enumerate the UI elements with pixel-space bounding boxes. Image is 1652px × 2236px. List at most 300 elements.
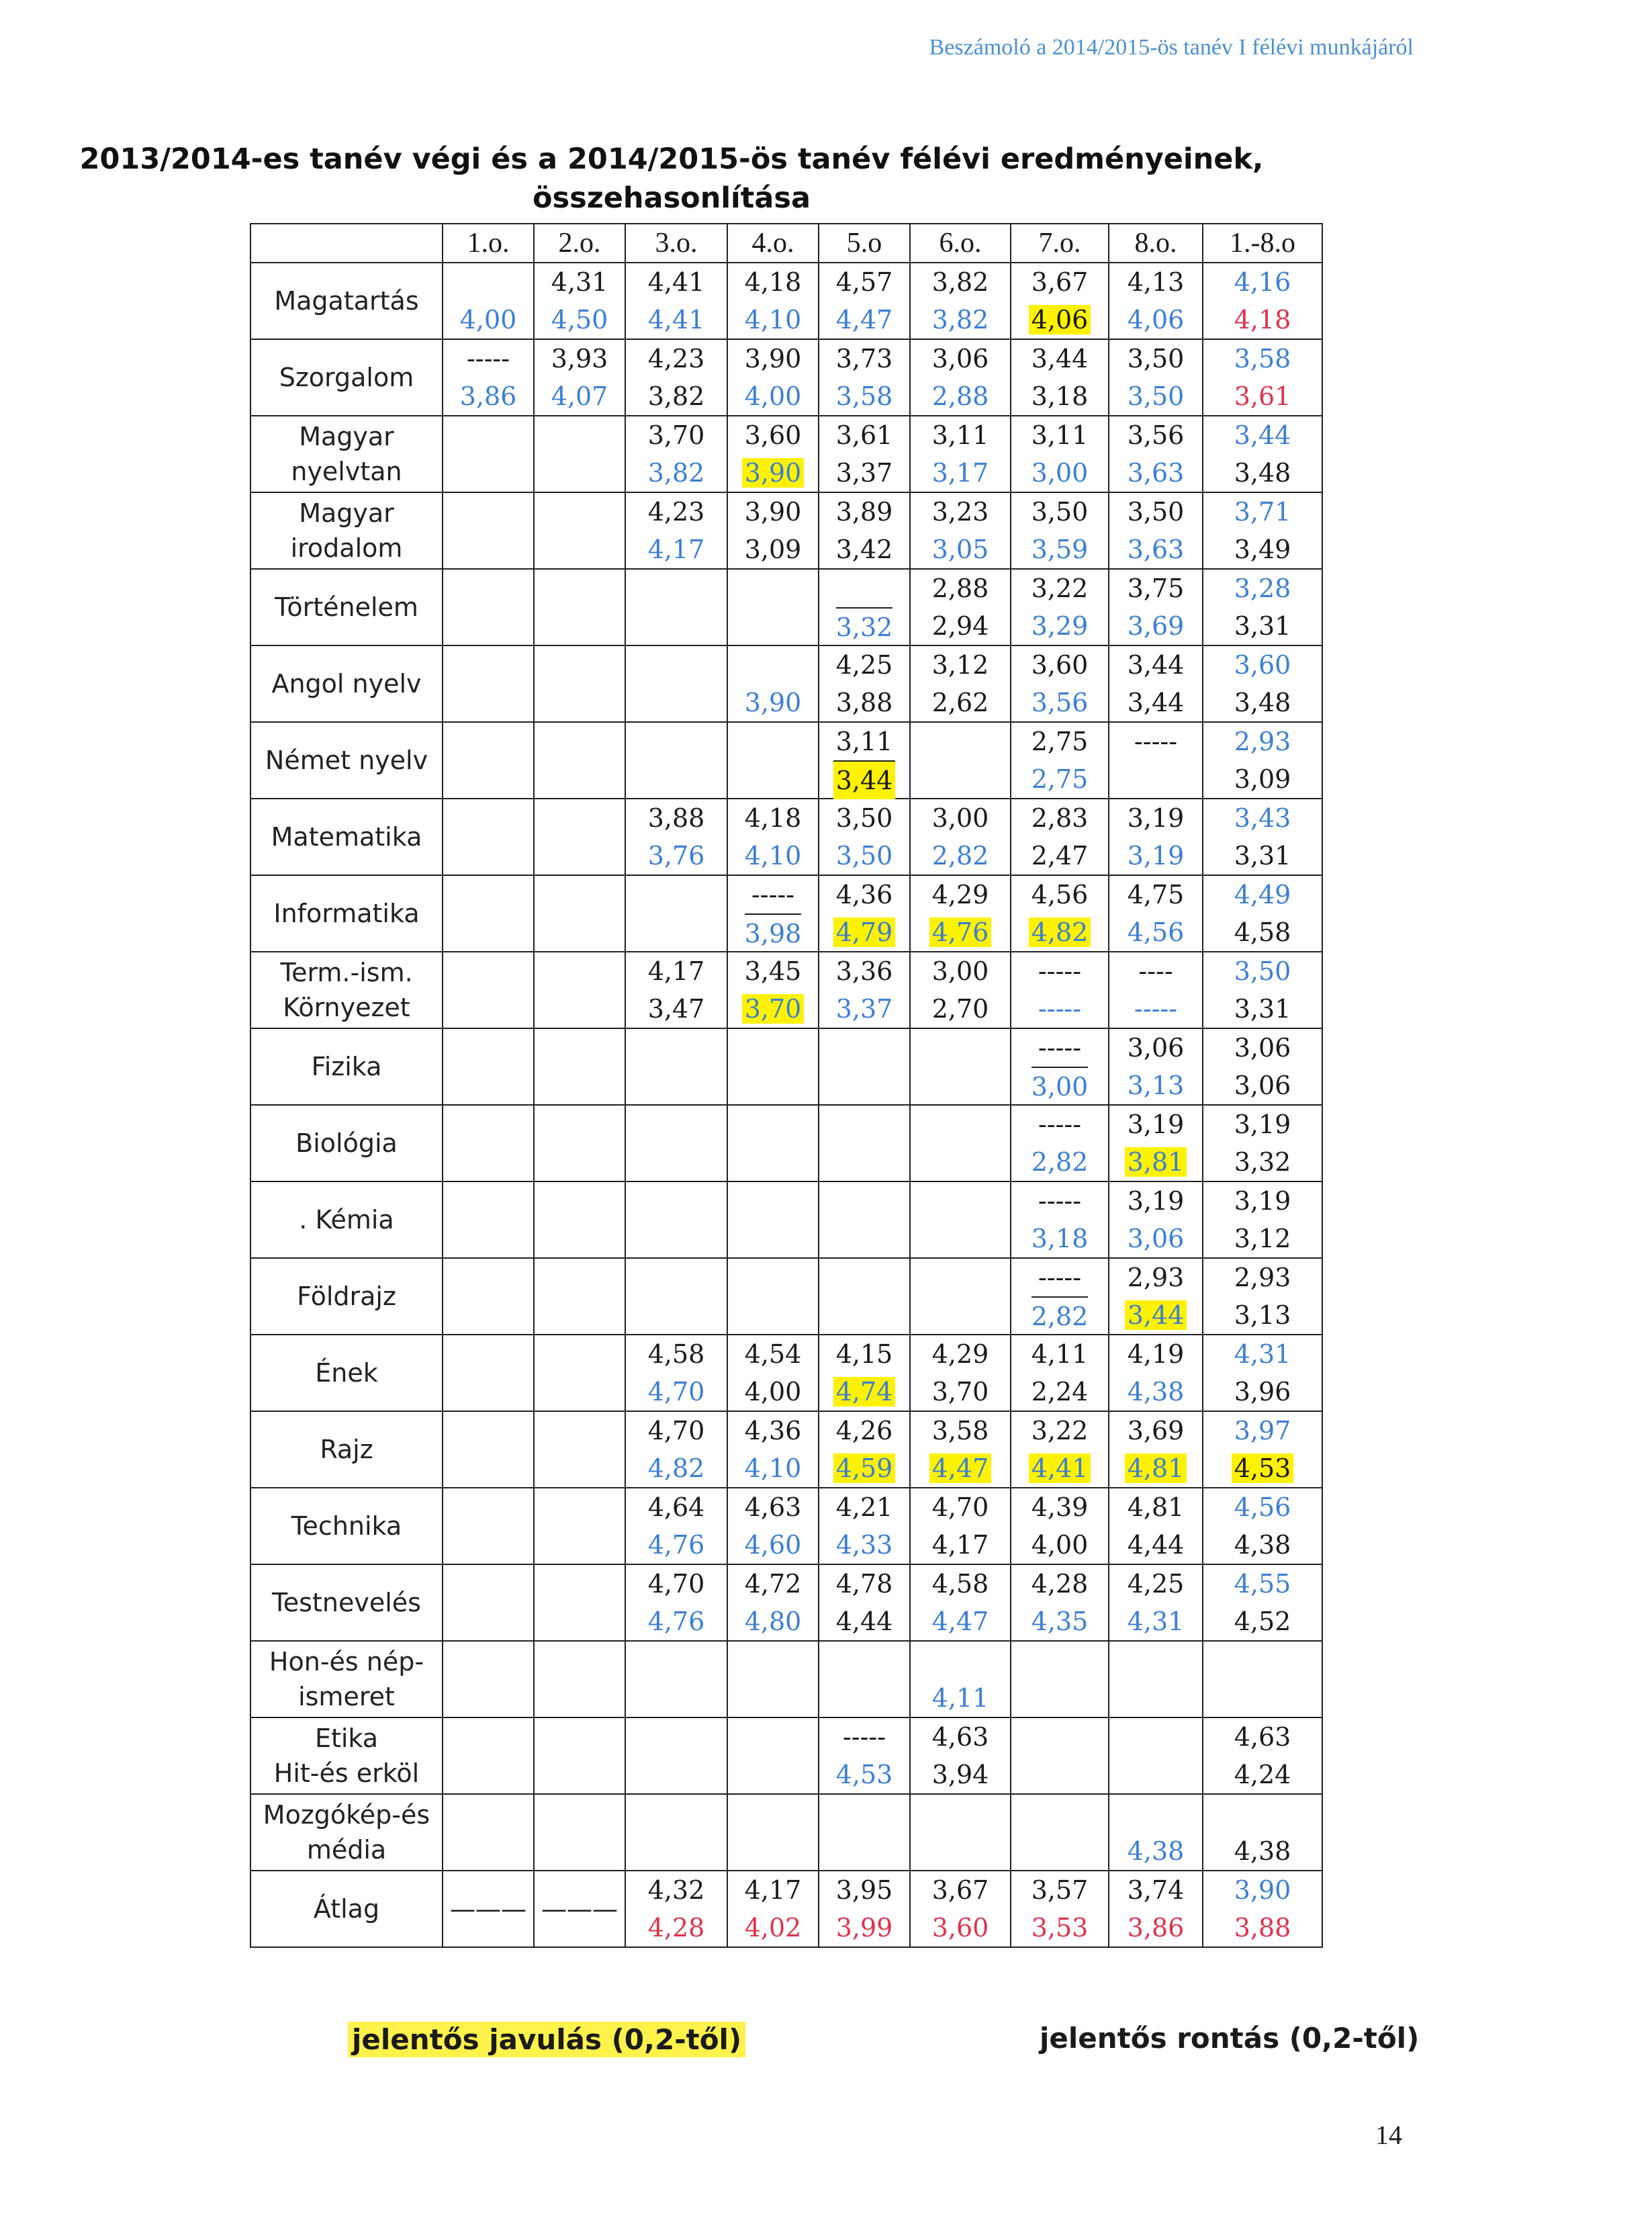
value-2013-2014 [443,1182,533,1220]
value-2014-2015: 4,17 [647,535,705,564]
corner-cell [250,224,443,263]
value-2013-2014 [819,1259,909,1296]
grade-cell [443,263,534,339]
value-2014-2015: 4,00 [1031,1530,1089,1560]
value-2013-2014: 3,74 [1127,1875,1185,1905]
grade-cell [443,875,534,952]
value-2014-2015: 4,81 [1109,1449,1202,1487]
value-2014-2015: 4,76 [647,1530,705,1560]
value-2014-2015 [443,1067,533,1104]
value-2014-2015: 3,94 [931,1760,989,1789]
value-2013-2014 [819,1795,909,1832]
grade-cell [727,1871,819,1947]
value-2014-2015 [535,1220,625,1257]
value-2014-2015: 2,70 [931,994,989,1024]
value-2014-2015: 3,17 [931,458,989,488]
value-2013-2014 [911,1029,1010,1067]
grade-cell [443,1335,534,1411]
value-2014-2015 [728,760,818,798]
value-2014-2015 [728,1143,818,1181]
grade-cell [727,875,819,952]
value-2013-2014: 4,57 [835,267,893,297]
value-2014-2015: 3,59 [1031,535,1089,564]
value-2013-2014: 3,23 [931,497,989,527]
value-2014-2015: 3,56 [1031,688,1089,717]
grade-cell [819,1717,910,1794]
subject-cell [250,1181,443,1258]
subject-label: Testnevelés [272,1588,421,1617]
grade-cell [727,722,819,799]
grade-cell [534,1717,625,1794]
grade-cell [534,645,625,722]
value-2013-2014: 4,17 [744,1875,802,1905]
value-2014-2015 [819,1143,909,1181]
value-2013-2014 [443,570,533,607]
value-2014-2015: 4,47 [835,305,893,334]
table-row [250,492,1322,569]
value-2013-2014 [1203,1642,1322,1679]
value-2013-2014: 2,88 [931,574,989,603]
subject-label: . Kémia [299,1205,394,1235]
value-2013-2014: 3,58 [1234,344,1291,373]
value-2013-2014: 4,18 [744,803,802,833]
value-2013-2014: 4,11 [1031,1339,1089,1369]
value-2014-2015 [535,1526,625,1564]
grade-cell [910,1717,1011,1794]
value-2014-2015: 3,29 [1031,611,1089,641]
value-2014-2015 [626,1143,727,1181]
grade-cell [534,1335,625,1411]
value-2014-2015 [443,1449,533,1487]
grade-cell [910,263,1011,339]
value-2013-2014: 2,75 [1031,727,1089,756]
value-2014-2015: 4,76 [647,1607,705,1636]
grade-cell [443,1028,534,1105]
value-2013-2014: 4,72 [744,1569,802,1599]
subject-label: Matematika [271,822,422,852]
grade-cell [727,799,819,875]
value-2013-2014 [728,1259,818,1296]
value-2013-2014: 3,11 [835,727,893,756]
value-2014-2015 [535,913,625,951]
grade-cell [1109,1028,1203,1105]
grade-cell [1203,799,1322,875]
grade-cell [625,645,727,722]
page-header: Beszámoló a 2014/2015-ös tanév I félévi munkájáról [929,35,1414,60]
value-2014-2015 [819,1832,909,1870]
grade-cell [443,722,534,799]
col-header: 6.o. [910,224,1011,263]
value-2014-2015: 3,49 [1234,535,1291,564]
value-2013-2014 [1109,1642,1202,1679]
grade-cell [1011,339,1109,416]
grade-cell [1203,1258,1322,1335]
grade-cell [819,645,910,722]
value-2013-2014: 4,58 [931,1569,989,1599]
grade-cell [910,339,1011,416]
value-2014-2015 [728,1296,818,1334]
table-row [250,1181,1322,1258]
value-2013-2014 [535,1488,625,1526]
grade-cell [625,1028,727,1105]
value-2013-2014: 4,78 [835,1569,893,1599]
grade-cell [727,416,819,492]
value-2013-2014: 4,13 [1127,267,1185,297]
table-row [250,1794,1322,1871]
value-2013-2014 [443,1642,533,1679]
subject-cell [250,1794,443,1871]
table-row [250,1335,1322,1411]
value-2013-2014 [728,1182,818,1220]
value-2014-2015: 3,32 [1234,1147,1291,1177]
value-2014-2015: 3,58 [835,382,893,411]
grade-cell [819,1564,910,1641]
value-2013-2014: 3,60 [1234,650,1291,680]
value-2014-2015 [535,1603,625,1640]
table-body [250,263,1322,1947]
grade-cell [1011,1488,1109,1564]
value-2013-2014 [728,646,818,684]
value-2013-2014: 2,93 [1234,1263,1291,1292]
grade-cell [1203,1794,1322,1871]
subject-cell [250,263,443,339]
value-2013-2014: 3,73 [835,344,893,373]
value-2014-2015: 3,19 [1127,841,1185,870]
value-2014-2015 [728,1832,818,1870]
value-2014-2015: 3,82 [931,305,989,334]
grade-cell [1109,1564,1203,1641]
value-2014-2015: 2,47 [1031,841,1089,870]
grade-cell [534,263,625,339]
grade-cell [625,263,727,339]
grade-cell [910,875,1011,952]
value-2013-2014 [535,723,625,760]
value-2013-2014 [443,1029,533,1067]
value-2013-2014 [535,646,625,684]
value-2013-2014: 4,25 [1127,1569,1185,1599]
value-2014-2015 [535,1756,625,1793]
grade-cell [625,799,727,875]
value-2013-2014: 4,25 [835,650,893,680]
value-2014-2015: 4,52 [1234,1607,1291,1636]
value-2014-2015: 3,42 [835,535,893,564]
grade-cell [534,1794,625,1871]
grade-cell [727,492,819,569]
value-2014-2015 [443,1832,533,1870]
value-2013-2014 [911,1642,1010,1679]
grade-cell [1011,1335,1109,1411]
value-2013-2014: 4,64 [647,1492,705,1522]
value-2013-2014: 2,83 [1031,803,1089,833]
value-2013-2014: 3,43 [1234,803,1291,833]
value-2014-2015: 3,50 [835,841,893,870]
value-2013-2014: 3,19 [1127,1110,1185,1139]
value-2013-2014: 4,63 [1234,1722,1291,1752]
grade-cell [443,645,534,722]
subject-cell [250,1871,443,1947]
value-2014-2015: 3,09 [744,535,802,564]
value-2013-2014 [535,1642,625,1679]
subject-label: Német nyelv [265,746,428,775]
grade-cell [1203,1411,1322,1488]
grade-cell [910,1871,1011,1947]
table-row [250,339,1322,416]
value-2013-2014 [535,1182,625,1220]
grade-cell [910,1258,1011,1335]
grade-cell [1011,1564,1109,1641]
value-2014-2015 [1011,1756,1108,1793]
grade-cell [625,1335,727,1411]
value-2014-2015: 4,79 [819,913,909,951]
grade-cell [1203,1488,1322,1564]
value-2014-2015: 3,69 [1127,611,1185,641]
value-2014-2015 [728,607,818,645]
value-2014-2015: 4,17 [931,1530,989,1560]
grade-cell [625,416,727,492]
subject-cell [250,1105,443,1181]
table-row [250,1028,1322,1105]
value-2014-2015: 4,82 [1011,913,1108,951]
value-2014-2015: 2,62 [931,688,989,717]
grade-cell [727,1488,819,1564]
value-2013-2014 [911,723,1010,760]
grade-cell [1203,492,1322,569]
value-2014-2015: 3,61 [1234,382,1291,411]
value-2013-2014 [728,1718,818,1756]
value-2013-2014 [626,1106,727,1143]
value-2014-2015: 3,06 [1234,1071,1291,1100]
value-2014-2015: 4,10 [744,1454,802,1483]
value-2013-2014: 4,17 [647,956,705,986]
grade-cell [443,416,534,492]
grade-cell [1109,1335,1203,1411]
subject-cell [250,1411,443,1488]
value-2013-2014: 3,71 [1234,497,1291,527]
grade-cell [727,1411,819,1488]
grade-cell [625,1411,727,1488]
grade-cell [910,1181,1011,1258]
value-2013-2014: 3,69 [1127,1416,1185,1445]
subject-cell [250,875,443,952]
value-2013-2014: ----- [751,880,795,909]
grade-cell [1203,1564,1322,1641]
value-2013-2014: 3,28 [1234,574,1291,603]
value-2013-2014: 3,97 [1234,1416,1291,1445]
value-2013-2014: 3,61 [835,420,893,450]
subject-cell [250,1717,443,1794]
grade-cell [443,1871,534,1947]
grade-cell [443,1411,534,1488]
subject-cell [250,1258,443,1335]
subject-label: Technika [291,1511,402,1541]
grade-cell [819,1871,910,1947]
value-2013-2014: 4,26 [835,1416,893,1445]
table-row [250,1717,1322,1794]
grade-cell [534,799,625,875]
value-2014-2015: 2,75 [1031,764,1089,794]
value-2013-2014 [728,1029,818,1067]
grade-cell [1011,1028,1109,1105]
value-2013-2014 [728,1795,818,1832]
value-2013-2014: 3,90 [744,344,802,373]
grade-cell [819,1335,910,1411]
grade-cell [443,1717,534,1794]
value-2013-2014: 3,67 [931,1875,989,1905]
grade-cell [1203,339,1322,416]
subject-label: Földrajz [297,1282,396,1311]
value-2014-2015 [626,607,727,645]
value-2013-2014 [443,1718,533,1756]
value-2013-2014 [535,1029,625,1067]
value-2014-2015: ----- [1134,994,1178,1024]
value-2014-2015: 3,63 [1127,535,1185,564]
value-2013-2014: 2,93 [1127,1263,1185,1292]
table-row [250,1411,1322,1488]
grade-cell [625,492,727,569]
value-2013-2014: 4,63 [931,1722,989,1752]
value-2014-2015 [535,454,625,492]
subject-label: Angol nyelv [271,669,422,699]
grade-cell [534,1028,625,1105]
value-2014-2015 [443,607,533,645]
grade-cell [1109,339,1203,416]
value-2014-2015: 4,44 [835,1607,893,1636]
value-2013-2014: ----- [1038,1110,1082,1139]
value-2014-2015: 2,82 [1031,1147,1089,1177]
subject-cell [250,1028,443,1105]
value-2013-2014: 4,75 [1127,880,1185,909]
value-2014-2015: 3,99 [835,1913,893,1942]
value-2013-2014: 4,63 [744,1492,802,1522]
grade-cell [534,1871,625,1947]
grade-cell [819,952,910,1028]
value-2014-2015 [443,913,533,951]
subject-label: Szorgalom [279,363,414,392]
table-row [250,722,1322,799]
grade-cell [727,263,819,339]
value-2013-2014: 3,06 [1234,1033,1291,1063]
value-2014-2015 [535,990,625,1028]
col-header: 8.o. [1109,224,1203,263]
value-2014-2015: 4,53 [1203,1449,1322,1487]
value-2013-2014: 3,45 [744,956,802,986]
grade-cell [1109,1105,1203,1181]
grade-cell [625,339,727,416]
value-2014-2015: 3,47 [647,994,705,1024]
value-2014-2015: 4,18 [1234,305,1291,334]
grade-cell [625,1258,727,1335]
grade-cell [1109,799,1203,875]
value-2013-2014 [443,799,533,837]
grade-cell [1203,1181,1322,1258]
value-2014-2015 [1203,1679,1322,1717]
grade-cell [443,492,534,569]
value-2014-2015 [819,1296,909,1334]
value-2013-2014: ----- [1038,1263,1082,1292]
grade-cell [819,1028,910,1105]
grade-cell [625,875,727,952]
grade-cell [819,1411,910,1488]
value-2013-2014: 3,44 [1127,650,1185,680]
grade-cell [727,952,819,1028]
grade-cell [727,339,819,416]
value-2013-2014: 3,36 [835,956,893,986]
value-2013-2014 [819,1642,909,1679]
value-2014-2015 [626,1756,727,1793]
value-2013-2014 [535,570,625,607]
value-2013-2014 [819,1182,909,1220]
grade-cell [625,569,727,645]
grade-cell [1011,1105,1109,1181]
col-header: 5.o [819,224,910,263]
table-row [250,952,1322,1028]
grade-cell [443,799,534,875]
value-2014-2015: 4,11 [931,1683,989,1713]
value-2014-2015 [626,1679,727,1717]
grade-cell [910,492,1011,569]
value-2014-2015: 3,86 [1127,1913,1185,1942]
grade-cell [1109,1794,1203,1871]
value-2014-2015: 3,13 [1234,1300,1291,1330]
value-2013-2014 [443,1412,533,1449]
col-header: 7.o. [1011,224,1109,263]
value-2013-2014: 4,41 [647,267,705,297]
value-2013-2014 [443,493,533,531]
grade-cell [1203,1028,1322,1105]
subject-label: Történelem [275,592,418,622]
value-2013-2014: 3,22 [1031,1416,1089,1445]
grade-cell [1203,645,1322,722]
value-2014-2015: 3,09 [1234,764,1291,794]
subject-cell [250,416,443,492]
value-2014-2015 [443,1603,533,1640]
value-2014-2015 [626,684,727,721]
value-2014-2015 [443,454,533,492]
value-2014-2015: 4,06 [1127,305,1185,334]
grade-cell [819,492,910,569]
subject-cell [250,492,443,569]
table-row [250,1488,1322,1564]
value-2014-2015: 3,88 [835,688,893,717]
value-2014-2015: 3,44 [819,760,909,798]
value-2014-2015 [443,1526,533,1564]
value-2013-2014: 4,31 [1234,1339,1291,1369]
grade-cell [819,1181,910,1258]
subject-label: Magyar [299,422,394,451]
value-2013-2014: 3,06 [1127,1033,1185,1063]
value-2014-2015: 4,82 [647,1454,705,1483]
value-2014-2015 [819,1679,909,1717]
value-2013-2014 [1011,1718,1108,1756]
grade-cell [443,569,534,645]
value-2013-2014: 3,88 [647,803,705,833]
value-2014-2015: 3,70 [728,990,818,1028]
grade-cell [1203,1871,1322,1947]
grade-cell [534,492,625,569]
grade-cell [625,1871,727,1947]
grade-cell [534,875,625,952]
grade-cell [910,1641,1011,1717]
grade-cell [727,1564,819,1641]
grade-cell [1011,492,1109,569]
value-2014-2015 [626,1832,727,1870]
table-row [250,416,1322,492]
value-2013-2014 [626,1029,727,1067]
value-2013-2014 [535,1718,625,1756]
value-2014-2015: 4,33 [835,1530,893,1560]
value-2013-2014 [535,1795,625,1832]
grade-cell [534,1258,625,1335]
